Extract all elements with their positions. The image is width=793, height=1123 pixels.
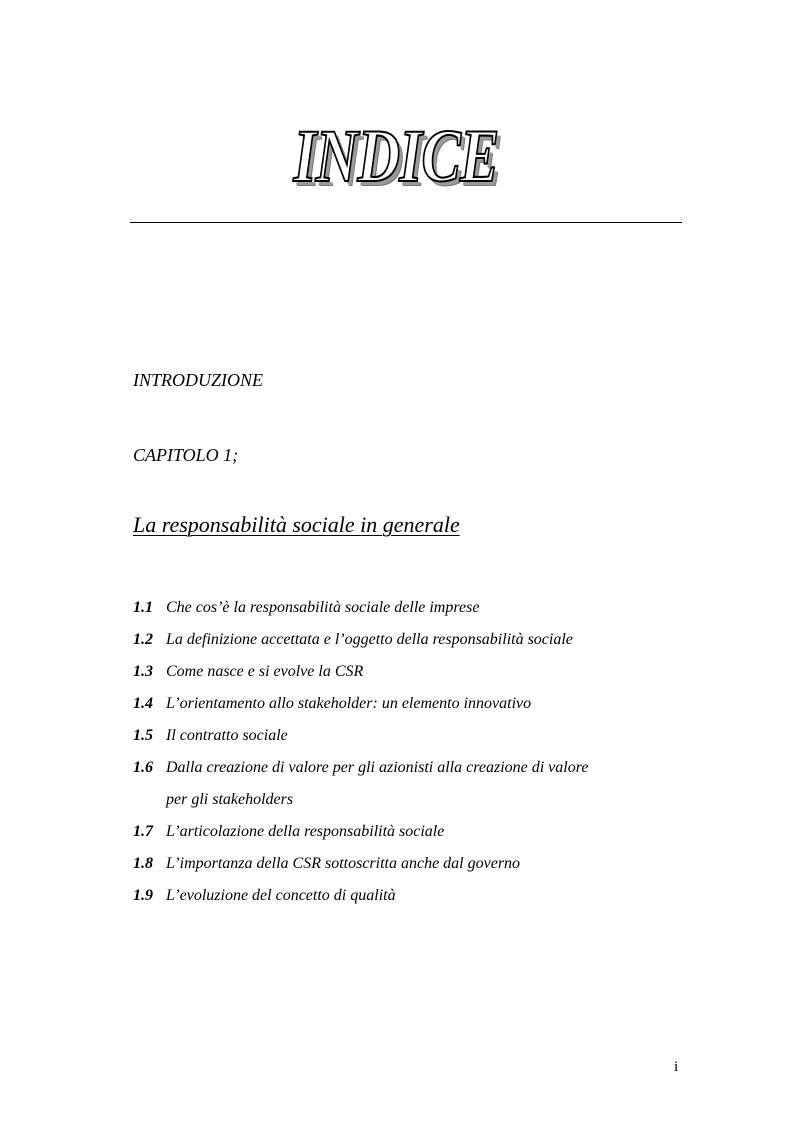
chapter-title: La responsabilità sociale in generale [133,512,460,537]
page-title: INDICE [293,113,500,198]
toc-entry-text: L’importanza della CSR sottoscritta anche dal governo [166,855,521,872]
toc-entry-text: Come nasce e si evolve la CSR [166,663,364,680]
title-divider [130,222,682,223]
toc-entry-number: 1.3 [133,663,153,680]
toc-entry [133,688,693,720]
toc-entry [133,624,693,656]
toc-entry-text: La definizione accettata e l’oggetto della responsabilità sociale [166,631,573,648]
toc-entry-text: L’evoluzione del concetto di qualità [166,887,396,904]
toc-entry-number: 1.8 [133,855,153,872]
chapter-label: CAPITOLO 1; [133,445,239,465]
toc-entry-number: 1.6 [133,759,153,776]
toc-entry [133,848,693,880]
toc-entry [133,752,693,816]
toc-entry-number: 1.9 [133,887,153,904]
toc-entry-text: Dalla creazione di valore per gli azionisti alla creazione di valore [166,759,589,776]
toc-entry-number: 1.1 [133,599,153,616]
toc-entry [133,816,693,848]
toc-entry-number: 1.4 [133,695,153,712]
toc-entry-text: L’articolazione della responsabilità sociale [166,823,445,840]
toc-entry-text: Il contratto sociale [166,727,288,744]
page-number: i [674,1059,679,1075]
toc-entry [133,656,693,688]
table-of-contents [133,592,693,912]
toc-entry [133,720,693,752]
toc-entry-text: L’orientamento allo stakeholder: un elemento innovativo [166,695,532,712]
toc-entry-number: 1.2 [133,631,153,648]
toc-entry [133,592,693,624]
toc-entry-number: 1.7 [133,823,153,840]
toc-entry-number: 1.5 [133,727,153,744]
title-container [0,113,793,198]
toc-entry [133,880,693,912]
introduction-heading: INTRODUZIONE [133,370,264,390]
toc-entry-text-continued: per gli stakeholders [166,791,294,808]
toc-entry-text: Che cos’è la responsabilità sociale delle imprese [166,599,480,616]
